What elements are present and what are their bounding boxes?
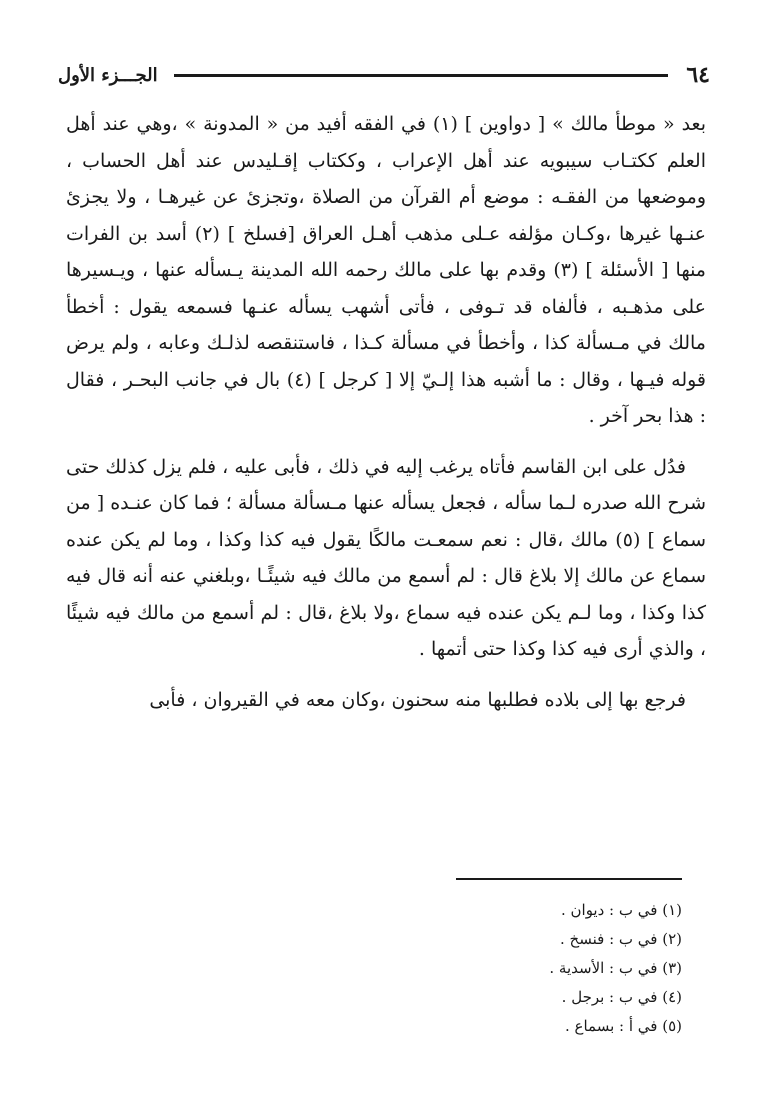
footnote-separator <box>456 878 682 880</box>
paragraph-1: بعد « موطأ مالك » [ دواوين ] (١) في الفقه أفيد من « المدونة » ،وهي عند أهل العلم ككتـاب سيبويه عند أهل الإعراب ، وككتاب إقـليدس عند أهل الحساب ، وموضعها من الفقـه : موضع أم القرآن من الصلاة ،وتجزئ عن غيرهـا ، ولا يجزئ عنـها غيرها ،وكـان مؤلفه عـلى مذهب أهـل العراق [فسلخ ] (٢) أسد بن الفرات منها [ الأسئلة ] (٣) وقدم بها على مالك رحمه الله المدينة يـسأله عنها ، ويـسيرها على مذهـبه ، فألفاه قد تـوفى ، فأتى أشهب يسأله عنـها فسمعه يقول : أخطأ مالك في مـسألة كذا ، وأخطأ في مسألة كـذا ، فاستنقصه لذلـك وعابه ، ولم يرض قوله فيـها ، وقال : ما أشبه هذا إلـيّ إلا [ كرجل ] (٤) بال في جانب البحـر ، فقال : هذا بحر آخر . <box>66 113 707 427</box>
paragraph-2: فدُل على ابن القاسم فأتاه يرغب إليه في ذلك ، فأبى عليه ، فلم يزل كذلك حتى شرح الله صدره لـما سأله ، فجعل يسأله عنها مـسألة مسألة ؛ فما كان عنـده [ من سماع ] (٥) مالك ،قال : نعم سمعـت مالكًا يقول فيه كذا وكذا ، وما لم يكن عنده سماع عن مالك إلا بلاغ قال : لم أسمع من مالك فيه شيئًـا ،وبلغني عنه أنه قال فيه كذا وكذا ، وما لـم يكن عنده فيه سماع ،ولا بلاغ ،قال : لم أسمع من مالك فيه شيئًا ، والذي أرى فيه كذا وكذا حتى أتمها . <box>66 455 707 660</box>
footnotes <box>282 896 682 1041</box>
main-text <box>66 106 706 718</box>
page-header <box>58 58 710 92</box>
footnote-4: (٤) في ب : برجل . <box>561 988 682 1006</box>
page-number: ٦٤ <box>686 62 710 88</box>
part-title: الجـــزء الأول <box>58 64 158 86</box>
paragraph-3: فرجع بها إلى بلاده فطلبها منه سحنون ،وكان معه في القيروان ، فأبى <box>149 688 686 711</box>
footnote-5: (٥) في أ : بسماع . <box>564 1017 682 1035</box>
footnote-1: (١) في ب : ديوان . <box>560 901 682 919</box>
footnote-2: (٢) في ب : فنسخ . <box>560 930 682 948</box>
header-rule <box>174 74 669 77</box>
footnote-3: (٣) في ب : الأسدية . <box>549 959 682 977</box>
